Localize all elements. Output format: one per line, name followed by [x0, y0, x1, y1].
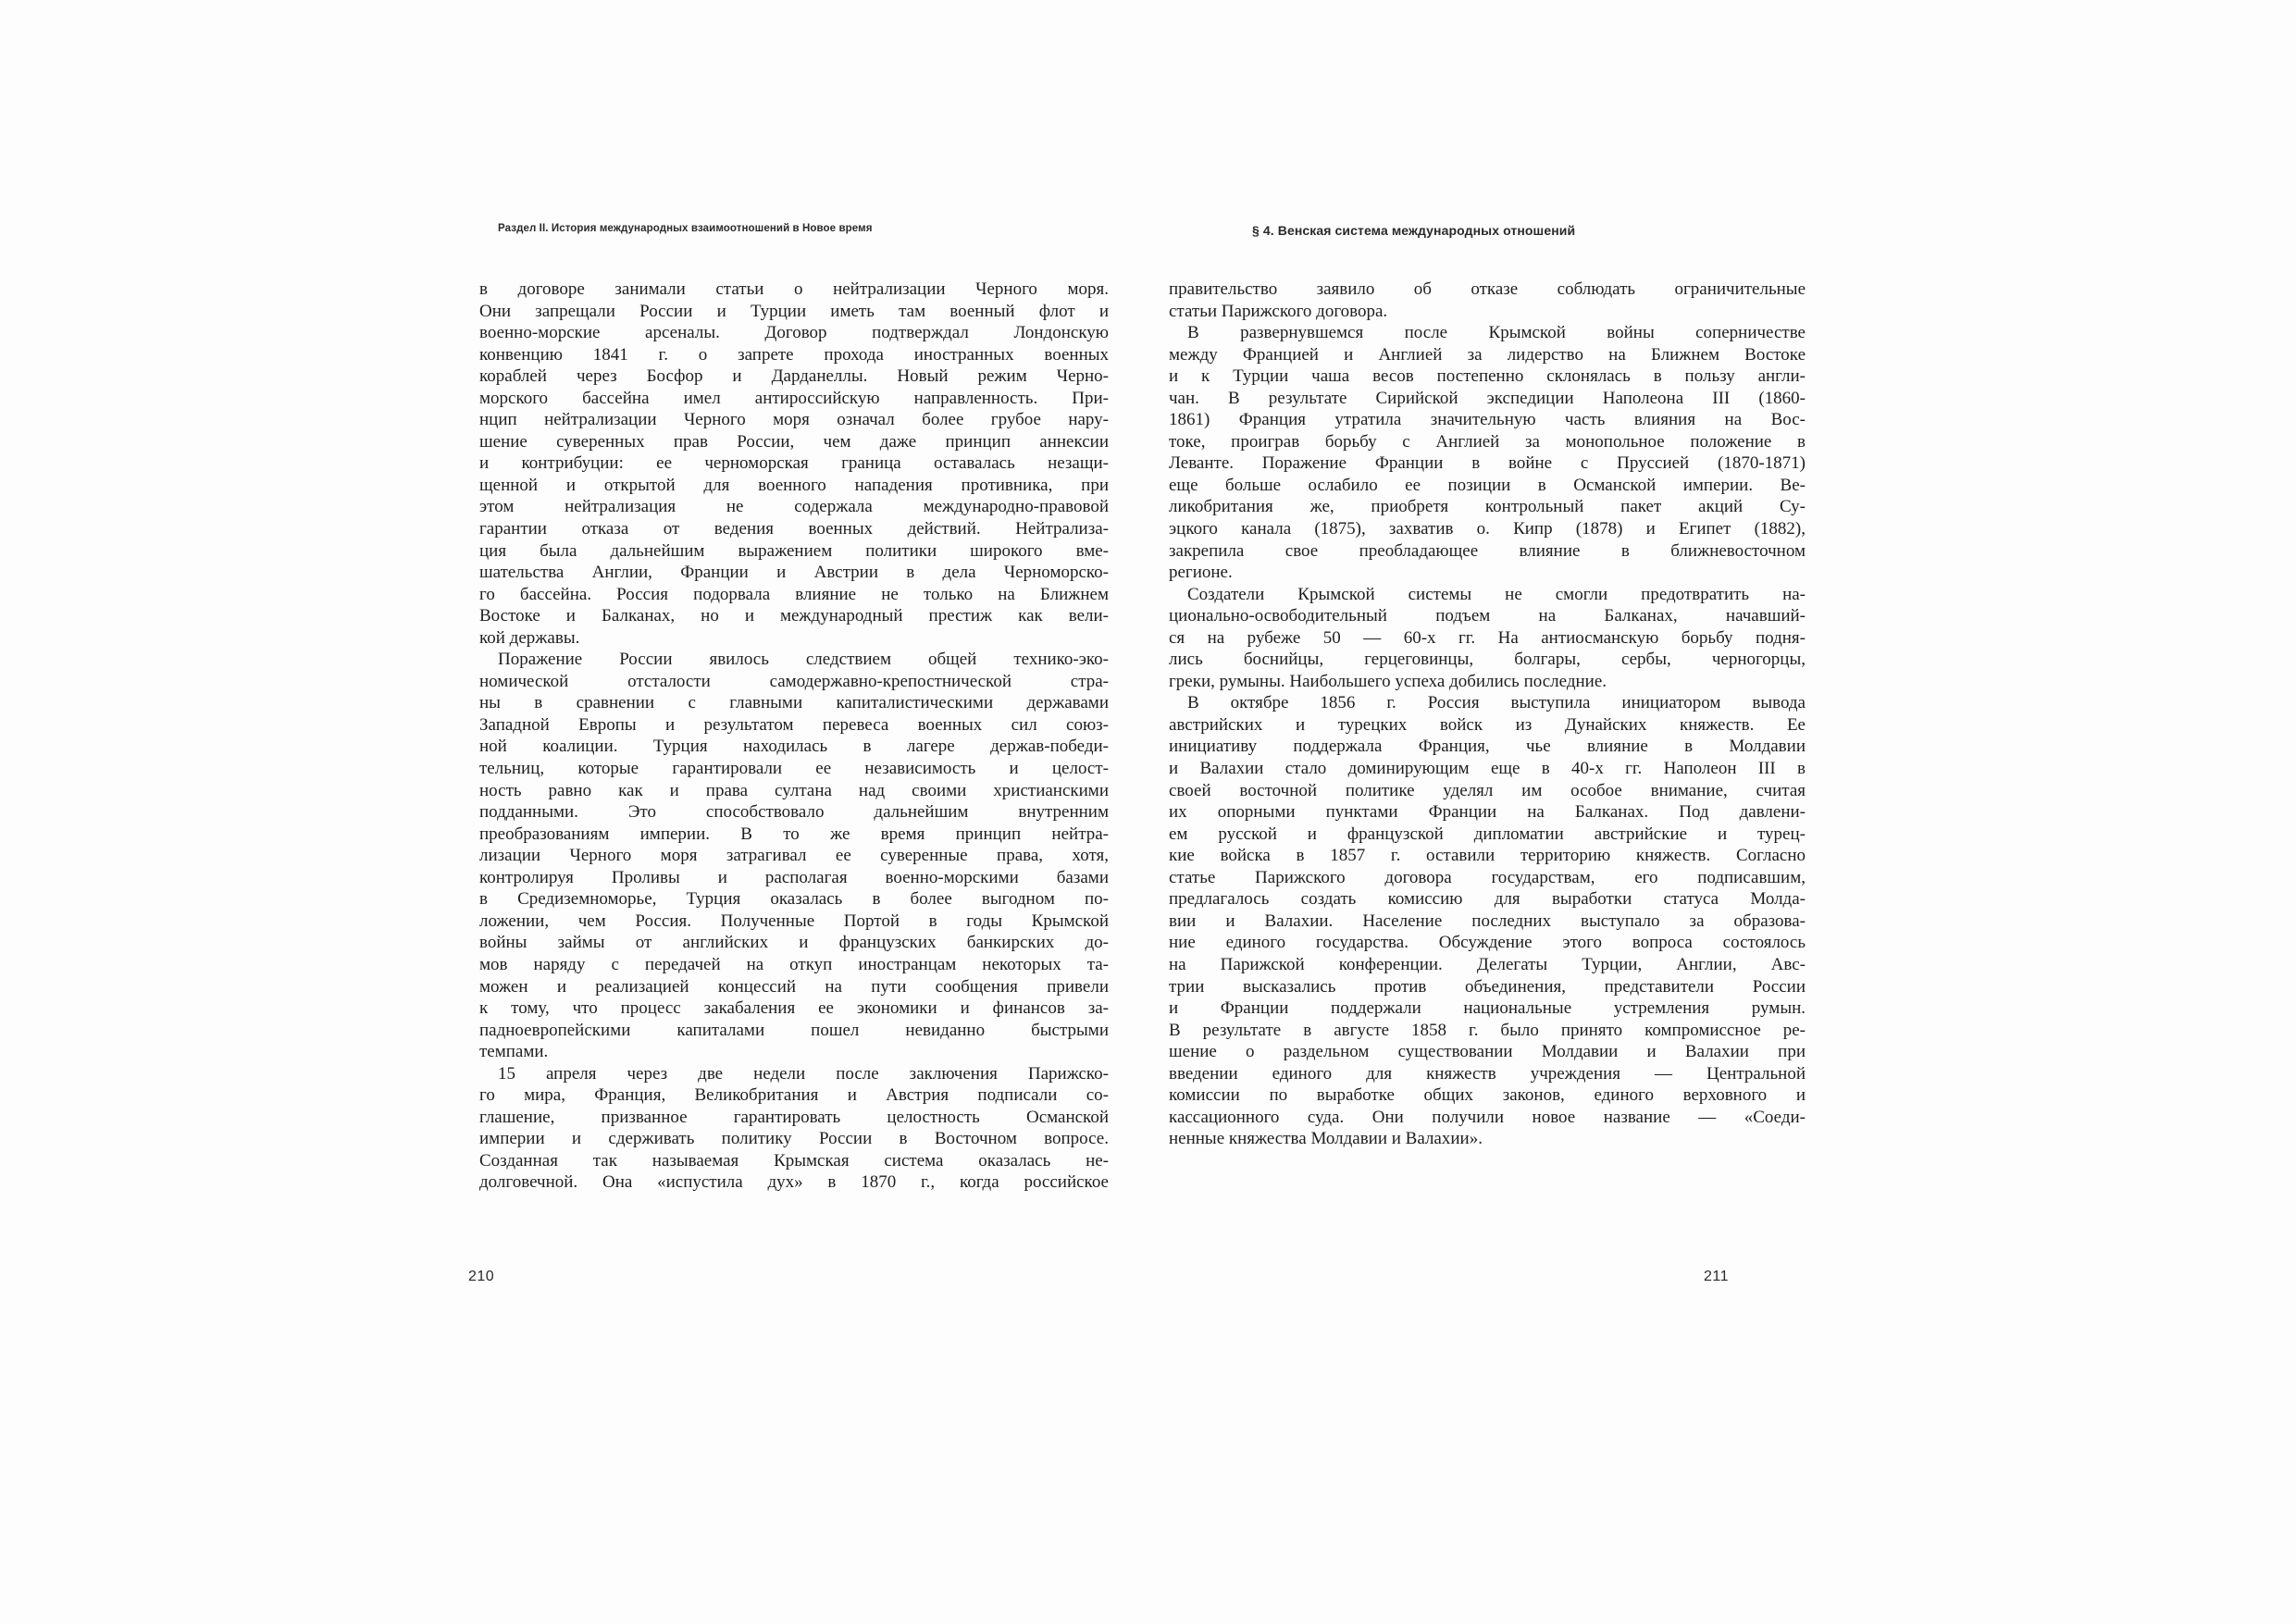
text-line: военно-морские арсеналы. Договор подтверждал Лондонскую — [479, 323, 1109, 343]
right-page-number: 211 — [1704, 1269, 1730, 1284]
text-line: в Средиземноморье, Турция оказалась в более выгодном по- — [479, 889, 1109, 910]
text-line: лизации Черного моря затрагивал ее суверенные права, хотя, — [479, 846, 1109, 866]
left-text-column — [479, 279, 1109, 1194]
text-line: ционально-освободительный подъем на Балканах, начавший- — [1169, 606, 1806, 626]
text-line: введении единого для княжеств учреждения — Центральной — [1169, 1063, 1806, 1084]
text-line: регионе. — [1169, 563, 1233, 583]
text-line: войны займы от английских и французских банкирских до- — [479, 933, 1109, 953]
text-line: империи и сдерживать политику России в Восточном вопросе. — [479, 1129, 1109, 1149]
text-line: кой державы. — [479, 627, 580, 648]
text-line: долговечной. Она «испустила дух» в 1870 г., когда российское — [479, 1172, 1109, 1193]
text-line: их опорными пунктами Франции на Балканах. Под давлени- — [1169, 802, 1806, 823]
text-line: Леванте. Поражение Франции в войне с Пруссией (1870-1871) — [1169, 453, 1806, 474]
text-line: тельниц, которые гарантировали ее независимость и целост- — [479, 759, 1109, 779]
text-line: гарантии отказа от ведения военных действий. Нейтрализа- — [479, 519, 1109, 539]
text-line: морского бассейна имел антироссийскую направленность. При- — [479, 388, 1109, 408]
text-line: контролируя Проливы и располагая военно-морскими базами — [479, 867, 1109, 887]
text-line: своей восточной политике уделял им особое внимание, считая — [1169, 780, 1806, 800]
text-line: и Валахии стало доминирующим еще в 40-х гг. Наполеон III в — [1169, 759, 1806, 779]
text-line: кассационного суда. Они получили новое название — «Соеди- — [1169, 1107, 1806, 1127]
text-line: шение о раздельном существовании Молдавии и Валахии при — [1169, 1042, 1806, 1062]
text-line: Создатели Крымской системы не смогли предотвратить на- — [1187, 584, 1806, 604]
text-line: эцкого канала (1875), захватив о. Кипр (1878) и Египет (1882), — [1169, 519, 1806, 539]
text-line: ем русской и французской дипломатии австрийские и турец- — [1169, 824, 1806, 844]
text-line: номической отсталости самодержавно-крепостнической стра- — [479, 671, 1109, 691]
text-line: подданными. Это способствовало дальнейшим внутренним — [479, 802, 1109, 823]
text-line: в договоре занимали статьи о нейтрализации Черного моря. — [479, 279, 1109, 299]
text-line: к тому, что процесс закабаления ее экономики и финансов за- — [479, 998, 1109, 1019]
text-line: комиссии по выработке общих законов, единого верховного и — [1169, 1085, 1806, 1106]
text-line: лись боснийцы, герцеговинцы, болгары, сербы, черногорцы, — [1169, 650, 1806, 670]
text-line: В результате в августе 1858 г. было принято компромиссное ре- — [1169, 1020, 1806, 1040]
text-line: и к Турции чаша весов постепенно склонялась в пользу англи- — [1169, 366, 1806, 387]
text-line: ной коалиции. Турция находилась в лагере держав-победи- — [479, 737, 1109, 757]
text-line: 15 апреля через две недели после заключения Парижско- — [498, 1063, 1109, 1084]
text-line: ние единого государства. Обсуждение этого вопроса состоялось — [1169, 933, 1806, 953]
text-line: и контрибуции: ее черноморская граница оставалась незащи- — [479, 453, 1109, 474]
text-line: мов наряду с передачей на откуп иностранцам некоторых та- — [479, 954, 1109, 974]
text-line: ция была дальнейшим выражением политики широкого вме- — [479, 540, 1109, 561]
text-line: Созданная так называемая Крымская система оказалась не- — [479, 1150, 1109, 1171]
right-text-column — [1169, 279, 1806, 1150]
text-line: закрепила свое преобладающее влияние в ближневосточном — [1169, 540, 1806, 561]
text-line: Поражение России явилось следствием общей технико-эко- — [498, 650, 1109, 670]
text-line: В развернувшемся после Крымской войны соперничестве — [1187, 323, 1806, 343]
text-line: токе, проиграв борьбу с Англией за монопольное положение в — [1169, 431, 1806, 452]
text-line: В октябре 1856 г. Россия выступила инициатором вывода — [1187, 693, 1806, 713]
text-line: можен и реализацией концессий на пути сообщения привели — [479, 976, 1109, 997]
right-running-head: § 4. Венская система международных отношений — [1252, 223, 1576, 238]
text-line: падноевропейскими капиталами пошел невиданно быстрыми — [479, 1020, 1109, 1040]
text-line: Западной Европы и результатом перевеса военных сил союз- — [479, 714, 1109, 735]
left-page-number: 210 — [468, 1269, 495, 1284]
text-line: шение суверенных прав России, чем даже принцип аннексии — [479, 431, 1109, 452]
text-line: и Франции поддержали национальные устремления румын. — [1169, 998, 1806, 1019]
text-line: ненные княжества Молдавии и Валахии». — [1169, 1129, 1483, 1149]
text-line: Востоке и Балканах, но и международный престиж как вели- — [479, 606, 1109, 626]
text-line: щенной и открытой для военного нападения противника, при — [479, 475, 1109, 495]
text-line: предлагалось создать комиссию для выработки статуса Молда- — [1169, 889, 1806, 910]
text-line: ложении, чем Россия. Полученные Портой в годы Крымской — [479, 911, 1109, 931]
text-line: австрийских и турецких войск из Дунайских княжеств. Ее — [1169, 714, 1806, 735]
text-line: чан. В результате Сирийской экспедиции Наполеона III (1860- — [1169, 388, 1806, 408]
text-line: темпами. — [479, 1042, 549, 1062]
text-line: правительство заявило об отказе соблюдать ограничительные — [1169, 279, 1806, 299]
text-line: инициативу поддержала Франция, чье влияние в Молдавии — [1169, 737, 1806, 757]
text-line: ность равно как и права султана над своими христианскими — [479, 780, 1109, 800]
text-line: 1861) Франция утратила значительную часть влияния на Вос- — [1169, 410, 1806, 430]
text-line: ся на рубеже 50 — 60-х гг. На антиосманскую борьбу подня- — [1169, 627, 1806, 648]
text-line: между Францией и Англией за лидерство на Ближнем Востоке — [1169, 344, 1806, 365]
left-running-head: Раздел II. История международных взаимоотношений в Новое время — [498, 223, 873, 234]
text-line: греки, румыны. Наибольшего успеха добились последние. — [1169, 671, 1607, 691]
text-line: этом нейтрализация не содержала международно-правовой — [479, 497, 1109, 517]
text-line: преобразованиям империи. В то же время принцип нейтра- — [479, 824, 1109, 844]
text-line: на Парижской конференции. Делегаты Турции, Англии, Авс- — [1169, 954, 1806, 974]
text-line: ликобритания же, приобретя контрольный пакет акций Су- — [1169, 497, 1806, 517]
text-line: конвенцию 1841 г. о запрете прохода иностранных военных — [479, 344, 1109, 365]
text-line: кораблей через Босфор и Дарданеллы. Новый режим Черно- — [479, 366, 1109, 387]
text-line: трии высказались против объединения, представители России — [1169, 976, 1806, 997]
text-line: статье Парижского договора государствам, его подписавшим, — [1169, 867, 1806, 887]
text-line: го мира, Франция, Великобритания и Австрия подписали со- — [479, 1085, 1109, 1106]
text-line: еще больше ослабило ее позиции в Османской империи. Ве- — [1169, 475, 1806, 495]
text-line: Они запрещали России и Турции иметь там военный флот и — [479, 301, 1109, 321]
text-line: ны в сравнении с главными капиталистическими державами — [479, 693, 1109, 713]
text-line: статьи Парижского договора. — [1169, 301, 1388, 321]
text-line: шательства Англии, Франции и Австрии в дела Черноморско- — [479, 563, 1109, 583]
text-line: кие войска в 1857 г. оставили территорию княжеств. Согласно — [1169, 846, 1806, 866]
text-line: вии и Валахии. Население последних выступало за образова- — [1169, 911, 1806, 931]
text-line: нцип нейтрализации Черного моря означал более грубое нару- — [479, 410, 1109, 430]
text-line: го бассейна. Россия подорвала влияние не только на Ближнем — [479, 584, 1109, 604]
text-line: глашение, призванное гарантировать целостность Османской — [479, 1107, 1109, 1127]
